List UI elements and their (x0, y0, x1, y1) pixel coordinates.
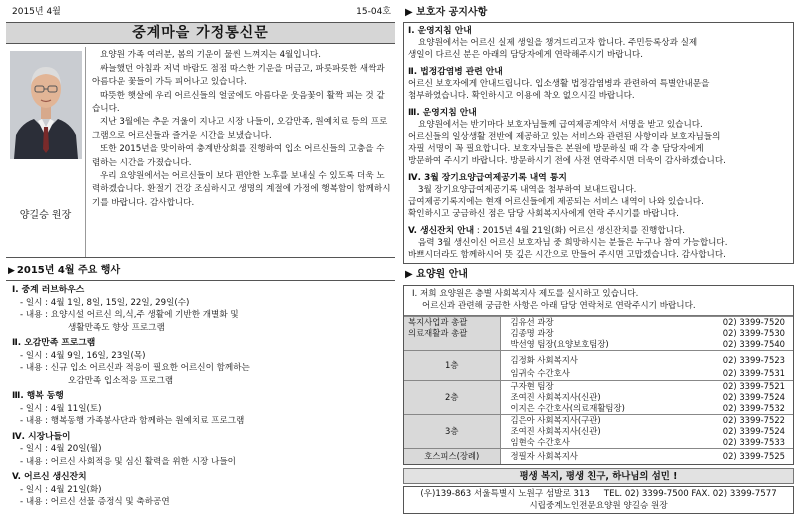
table-row (404, 350, 793, 367)
dept-cell (404, 339, 500, 351)
footer-address: (우)139-863 서울특별시 노원구 섬발로 313 (420, 488, 590, 499)
notice-line: 자필 서명이 꼭 필요합니다. 보호자님들은 본원에 방문하실 때 각 층 담당자에게 (408, 143, 704, 154)
phone-cell: 02) 3399-7533 (722, 436, 785, 447)
notice-item (408, 66, 789, 102)
event-title: Ⅲ. 행복 동행 (12, 391, 64, 402)
table-row (404, 328, 793, 339)
name-cell: 김은아 사회복지사(구관) (500, 414, 662, 426)
greeting-section (6, 47, 395, 258)
event-line: - 일시 : 4월 21일(화) (20, 484, 102, 495)
name-cell: 조여진 사회복지사(신관) (510, 425, 601, 436)
phone-cell: 02) 3399-7530 (722, 327, 785, 338)
event-line: - 내용 : 행복동행 가족봉사단과 함께하는 원예치료 프로그램 (20, 416, 245, 427)
event-item (12, 390, 393, 428)
notice-line: 첨부하였습니다. 확인하시고 이용에 착오 없으시길 바랍니다. (408, 90, 635, 101)
greeting-paragraph: 요양원 가족 여러분, 봄의 기운이 물씬 느껴지는 4월입니다. (100, 50, 321, 61)
page-title: 중계마을 가정통신문 (6, 22, 395, 44)
guide-intro (404, 286, 793, 316)
notice-title: I. 운영지침 안내 (408, 25, 472, 36)
name-cell: 이지은 수간호사(의료재활팀장) (510, 402, 625, 413)
notices-heading (403, 6, 794, 22)
greeting-paragraph: 따뜻한 햇살에 우리 어르신들의 얼굴에도 아름다운 웃음꽃이 활짝 피는 것 같습니다. (92, 90, 385, 115)
event-line-cont: 생활만족도 향상 프로그램 (68, 322, 165, 333)
greeting-paragraph: 싸늘했던 아침과 저녁 바람도 점점 따스한 기운을 머금고, 파릇파릇한 새싹과 아름다운 꽃들이 가득 피어나고 있습니다. (92, 63, 385, 88)
footer-name: 시립중계노인전문요양원 양길승 원장 (529, 500, 668, 511)
phone-cell: 02) 3399-7522 (662, 414, 793, 426)
name-cell: 임현숙 수간호사 (510, 436, 570, 447)
events-heading-text: 2015년 4월 주요 행사 (16, 265, 121, 277)
notice-line: 방문하여 주시기 바랍니다. 방문하시기 전에 사전 연락주시면 더욱이 감사하겠습니다. (408, 155, 726, 166)
phone-cell: 02) 3399-7523 (662, 350, 793, 367)
table-row (404, 339, 793, 351)
notices-box (403, 22, 794, 264)
phone-cell: 02) 3399-7521 (662, 380, 793, 392)
director-photo-box (6, 47, 86, 257)
phone-cell: 02) 3399-7531 (722, 367, 785, 378)
name-cell: 김유선 과장 (500, 316, 662, 328)
guide-intro-line: I. 저희 요양원은 층별 사회복지사 제도를 실시하고 있습니다. (412, 288, 639, 299)
notice-title: V. 생신잔치 안내 (408, 225, 475, 236)
notice-line: 어르신 보호자에게 안내드립니다. 입소생활 법정감염병과 관련하여 특별안내문을 (408, 78, 710, 89)
event-item (12, 431, 393, 469)
notice-item (408, 172, 789, 220)
name-cell: 김정화 사회복지사 (500, 350, 662, 367)
director-photo (10, 51, 82, 159)
triangle-icon: ▶ (405, 7, 417, 18)
greeting-paragraph: 우리 요양원에서는 어르신들이 보다 편안한 노후를 보내실 수 있도록 더욱 노력하겠습니다. 환절기 건강 조심하시고 생명의 계절에 가정에 행복함이 함께하시기를 바랍니다. 감사합니다. (92, 171, 391, 208)
event-item (12, 471, 393, 509)
triangle-icon: ▶ (405, 268, 417, 280)
issue-number: 15-04호 (356, 7, 391, 17)
phone-cell: 02) 3399-7524 (722, 391, 785, 402)
event-line: - 일시 : 4월 9일, 16일, 23일(목) (20, 350, 146, 361)
event-line: - 일시 : 4월 20일(월) (20, 444, 102, 455)
triangle-icon: ▶ (8, 266, 15, 277)
dept-cell: 1층 (404, 350, 500, 380)
director-caption: 양길승 원장 (19, 210, 72, 222)
events-list (6, 281, 395, 509)
notice-item (408, 225, 789, 261)
event-line: - 일시 : 4월 11일(토) (20, 403, 102, 414)
table-row (404, 380, 793, 392)
name-cell: 조여진 사회복지사(신관) (510, 391, 601, 402)
notice-title-rest: : 2015년 4월 21일(화) 어르신 생신잔치를 진행합니다. (474, 225, 685, 236)
table-row (404, 448, 793, 464)
guide-heading (403, 268, 794, 284)
portrait-illustration (10, 51, 82, 159)
notice-line: 생일이 다르신 분은 아래의 담당자에게 연락해주시기 바랍니다. (408, 49, 643, 60)
notice-title-row (408, 225, 789, 237)
event-line-cont: 오감만족 입소적응 프로그램 (68, 375, 174, 386)
notice-line: 요양원에서는 어르신 실제 생일을 챙겨드리고자 합니다. 주민등록상과 실제 (418, 37, 698, 48)
notice-line: 어르신들의 일상생활 전반에 제공하고 있는 서비스와 관련된 사항이라 보호자님들의 (408, 131, 721, 142)
notice-item (408, 25, 789, 61)
event-line-text: - 내용 : 신규 입소 어르신과 적응이 필요한 어르신이 함께하는 (20, 363, 250, 374)
notice-title: Ⅳ. 3월 장기요양급여제공기록 내역 통지 (408, 172, 567, 183)
notice-title: Ⅱ. 법정감염병 관련 안내 (408, 66, 503, 77)
footer (403, 486, 794, 514)
event-line (12, 309, 393, 334)
table-row (404, 316, 793, 328)
event-title: V. 어르신 생신잔치 (12, 472, 87, 483)
notice-line: 급여제공기록지에는 현재 어르신들에게 제공되는 서비스 내역이 나와 있습니다. (408, 196, 704, 207)
guide-box (403, 285, 794, 465)
dept-cell: 2층 (404, 380, 500, 414)
motto-banner: 평생 복지, 평생 친구, 하나님의 섬민 ! (403, 468, 794, 484)
name-cell: 정필자 사회복지사 (500, 448, 662, 464)
dept-cell: 복지사업과 총괄 (404, 316, 500, 328)
right-column (403, 6, 794, 526)
event-line (12, 362, 393, 387)
table-row (404, 414, 793, 426)
header-row (6, 6, 395, 20)
notice-line: 바쁘시더라도 함께하시어 뜻 깊은 시간으로 만들어 주시면 고맙겠습니다. 감사합니다. (408, 249, 726, 260)
notice-line: 3월 장기요양급여제공기록 내역을 첨부하여 보내드립니다. (418, 184, 637, 195)
event-title: Ⅳ. 시장나들이 (12, 431, 71, 442)
event-line: - 내용 : 어르신 사회적응 및 심신 활력을 위한 시장 나들이 (20, 456, 236, 467)
event-line: - 내용 : 어르신 선물 증정식 및 축하공연 (20, 497, 170, 508)
name-cell: 박선영 팀장(요양보호팀장) (510, 338, 609, 349)
phone-cell: 02) 3399-7532 (722, 402, 785, 413)
left-column (6, 6, 395, 526)
event-item (12, 284, 393, 334)
greeting-text (86, 47, 395, 257)
contacts-table (404, 316, 793, 464)
event-item (12, 337, 393, 387)
dept-cell: 호스피스(장례) (404, 448, 500, 464)
event-line-text: - 내용 : 요양시설 어르신 의,식,주 생활에 기반한 개별화 및 (20, 310, 239, 321)
guide-intro-line: 어르신과 관련해 궁금한 사항은 아래 담당 연락처로 연락주시기 바랍니다. (422, 300, 696, 311)
notice-title: Ⅲ. 운영지침 안내 (408, 107, 477, 118)
phone-cell: 02) 3399-7525 (662, 448, 793, 464)
issue-date: 2015년 4월 (12, 7, 61, 17)
phone-cell: 02) 3399-7520 (662, 316, 793, 328)
phone-cell: 02) 3399-7540 (722, 338, 785, 349)
footer-tel: TEL. 02) 3399-7500 FAX. 02) 3399-7577 (603, 488, 777, 499)
name-cell: 구자현 팀장 (500, 380, 662, 392)
dept-cell: 의료재활과 총괄 (404, 328, 500, 339)
notice-item (408, 107, 789, 167)
event-line: - 일시 : 4월 1일, 8일, 15일, 22일, 29일(수) (20, 297, 190, 308)
dept-cell: 3층 (404, 414, 500, 448)
guide-heading-text: 요양원 안내 (416, 268, 468, 280)
notice-line: 음력 3월 생신이신 어르신 보호자님 중 희망하시는 분들은 누구나 참여 가능합니다. (418, 237, 728, 248)
event-title: Ⅱ. 오감만족 프로그램 (12, 338, 96, 349)
footer-contact-line (404, 488, 793, 500)
event-title: I. 중계 러브하우스 (12, 285, 85, 296)
name-cell: 임귀숙 수간호사 (510, 367, 570, 378)
events-heading (6, 264, 395, 281)
name-cell: 김종명 과장 (510, 327, 554, 338)
notices-heading-text: 보호자 공지사항 (416, 7, 488, 18)
notice-line: 요양원에서는 반기마다 보호자님들께 급여제공계약서 서명을 받고 있습니다. (418, 119, 703, 130)
phone-cell: 02) 3399-7524 (722, 425, 785, 436)
greeting-paragraph: 지난 3월에는 추운 겨울이 지나고 시장 나들이, 오감만족, 원예치료 등의 프로그램으로 어르신들과 즐거운 시간을 보냈습니다. (92, 117, 388, 141)
greeting-paragraph: 또한 2015년을 맞이하여 충계반상회를 진행하여 입소 어르신들의 고충을 수렴하는 시간을 가졌습니다. (92, 144, 385, 168)
notice-line: 확인하시고 궁금하신 점은 담당 사회복지사에게 연락 주시기를 바랍니다. (408, 208, 679, 219)
